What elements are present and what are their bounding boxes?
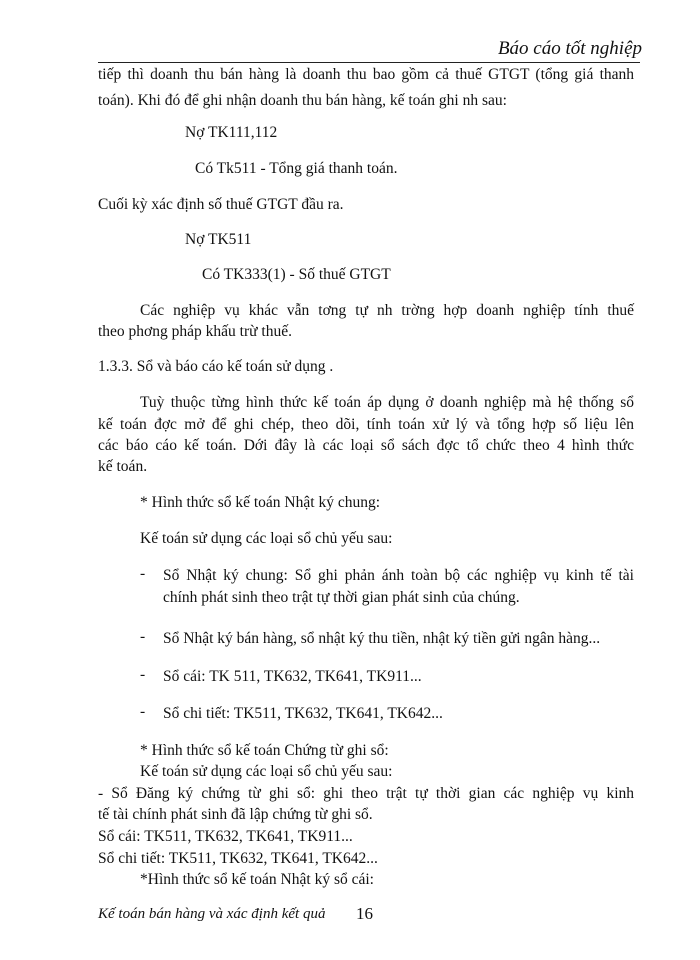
bullet-marker: - <box>140 628 146 645</box>
paragraph-line: Kế toán sử dụng các loại sổ chủ yếu sau: <box>140 763 393 780</box>
bullet-marker: - <box>140 565 146 582</box>
subsection-heading: * Hình thức sổ kế toán Nhật ký chung: <box>140 494 381 511</box>
subsection-heading: * Hình thức sổ kế toán Chứng từ ghi sổ: <box>140 742 389 759</box>
paragraph-line: Kế toán sử dụng các loại sổ chủ yếu sau: <box>140 530 393 547</box>
entry-debit: Nợ TK111,112 <box>185 124 278 141</box>
entry-credit: Có TK333(1) - Số thuế GTGT <box>202 266 391 283</box>
section-heading: 1.3.3. Sổ và báo cáo kế toán sử dụng . <box>98 358 334 375</box>
page-number: 16 <box>356 904 373 923</box>
paragraph-line: tế tài chính phát sinh đã lập chứng từ ghi sổ. <box>98 806 373 823</box>
paragraph-line: Sổ chi tiết: TK511, TK632, TK641, TK642... <box>98 850 378 867</box>
paragraph-line: Các nghiệp vụ khác vẫn tơng tự nh trờng hợp doanh nghiệp tính thuế <box>140 302 634 319</box>
paragraph-line: theo phơng pháp khấu trừ thuế. <box>98 323 292 340</box>
paragraph-line: tiếp thì doanh thu bán hàng là doanh thu bao gồm cả thuế GTGT (tổng giá thanh <box>98 66 634 83</box>
page-header-rule <box>98 62 640 63</box>
list-item: Sổ Nhật ký chung: Sổ ghi phản ánh toàn bộ các nghiệp vụ kinh tế tài <box>163 567 634 584</box>
entry-credit: Có Tk511 - Tổng giá thanh toán. <box>195 160 398 177</box>
paragraph-line: toán). Khi đó để ghi nhận doanh thu bán hàng, kế toán ghi nh sau: <box>98 92 507 109</box>
entry-debit: Nợ TK511 <box>185 231 252 248</box>
paragraph-line: kế toán đợc mở để ghi chép, theo dõi, tính toán xử lý và tổng hợp số liệu lên <box>98 416 634 433</box>
bullet-marker: - <box>140 703 146 720</box>
paragraph-line: Sổ cái: TK511, TK632, TK641, TK911... <box>98 828 353 845</box>
bullet-marker: - <box>140 666 146 683</box>
page-header-title: Báo cáo tốt nghiệp <box>497 38 642 59</box>
list-item: Sổ Nhật ký bán hàng, sổ nhật ký thu tiền, nhật ký tiền gửi ngân hàng... <box>163 630 601 647</box>
subsection-heading: *Hình thức sổ kế toán Nhật ký sổ cái: <box>140 871 374 888</box>
footer-title: Kế toán bán hàng và xác định kết quả <box>98 906 326 922</box>
list-item-continuation: chính phát sinh theo trật tự thời gian phát sinh của chúng. <box>163 589 520 606</box>
paragraph-line: Cuối kỳ xác định số thuế GTGT đầu ra. <box>98 196 344 213</box>
paragraph-line: kế toán. <box>98 458 148 475</box>
paragraph-line: các báo cáo kế toán. Dới đây là các loại sổ sách đợc tổ chức theo 4 hình thức <box>98 437 634 454</box>
list-item: Sổ cái: TK 511, TK632, TK641, TK911... <box>163 668 422 685</box>
paragraph-line: - Sổ Đăng ký chứng từ ghi sổ: ghi theo trật tự thời gian các nghiệp vụ kinh <box>98 785 634 802</box>
paragraph-line: Tuỳ thuộc từng hình thức kế toán áp dụng ở doanh nghiệp mà hệ thống sổ <box>140 394 634 411</box>
list-item: Sổ chi tiết: TK511, TK632, TK641, TK642... <box>163 705 443 722</box>
